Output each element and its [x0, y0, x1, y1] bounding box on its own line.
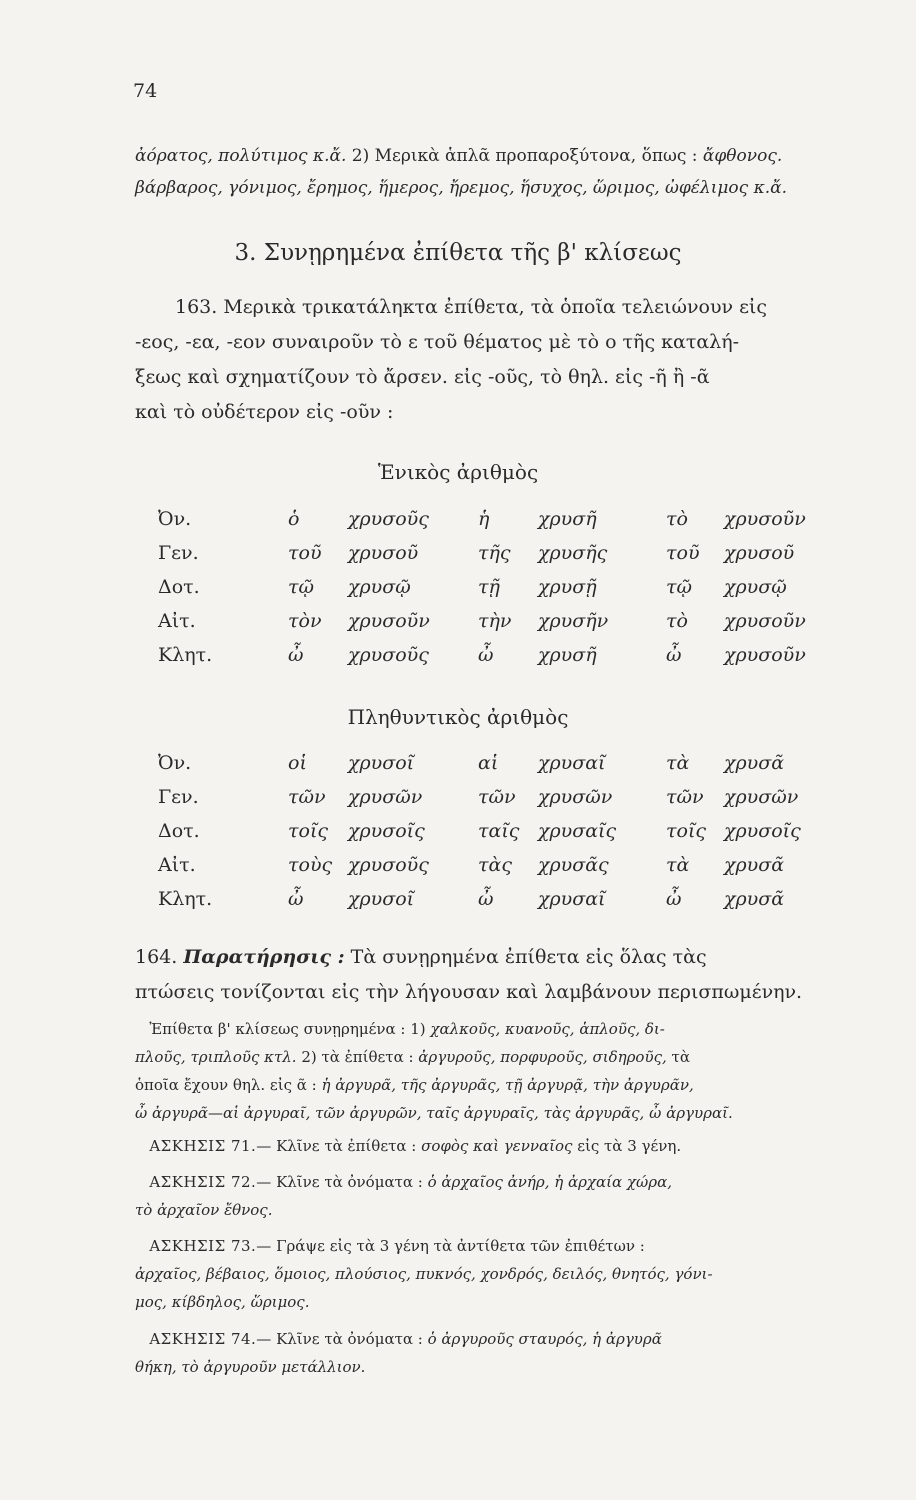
paragraph-163: [135, 290, 875, 430]
contracted-adjectives-note: Ἐπίθετα β' κλίσεως συνῃρημένα : 1) χαλκοῦς, κυανοῦς, ἁπλοῦς, δι- πλοῦς, τριπλοῦς κτλ. 2) τὰ ἐπίθετα : ἀργυροῦς, πορφυροῦς, σιδηροῦς, τὰ ὁποῖα ἔχουν θηλ. εἰς ᾶ : ἡ ἀργυρᾶ, τῆς ἀργυρᾶς, τῇ ἀργυρᾷ, τὴν ἀργυρᾶν, ὦ ἀργυρᾶ—αἱ ἀργυραῖ, τῶν ἀργυρῶν, ταῖς ἀργυραῖς, τὰς ἀργυρᾶς, ὦ ἀργυραῖ.: [135, 1020, 733, 1122]
page-number: 74: [133, 80, 158, 102]
table-row: Αἰτ. τοὺς χρυσοῦς τὰς χρυσᾶς τὰ χρυσᾶ: [158, 854, 785, 876]
paragraph-163-line: ξεως καὶ σχηματίζουν τὸ ἄρσεν. εἰς -οῦς, τὸ θηλ. εἰς -ῆ ἢ -ᾶ: [135, 366, 710, 388]
exercise-71: ΑΣΚΗΣΙΣ 71.— Κλῖνε τὰ ἐπίθετα : σοφὸς καὶ γενναῖος εἰς τὰ 3 γένη.: [149, 1137, 682, 1155]
exercise-74: ΑΣΚΗΣΙΣ 74.— Κλῖνε τὰ ὀνόματα : ὁ ἀργυροῦς σταυρός, ἡ ἀργυρᾶ θήκη, τὸ ἀργυροῦν μετάλλιον.: [135, 1330, 662, 1376]
table-row: Δοτ. τῷ χρυσῷ τῇ χρυσῇ τῷ χρυσῷ: [158, 576, 787, 598]
intro-line-2: βάρβαρος, γόνιμος, ἔρημος, ἥμερος, ἤρεμος, ἥσυχος, ὥριμος, ὠφέλιμος κ.ἄ.: [135, 178, 788, 198]
paragraph-164: 164. Παρατήρησις : Τὰ συνῃρημένα ἐπίθετα εἰς ὅλας τὰς πτώσεις τονίζονται εἰς τὴν λήγουσαν καὶ λαμβάνουν περισπωμένην.: [135, 946, 803, 1003]
paragraph-163-line: καὶ τὸ οὐδέτερον εἰς -οῦν :: [135, 401, 394, 423]
paragraph-163-line: -εος, -εα, -εον συναιροῦν τὸ ε τοῦ θέματος μὲ τὸ ο τῆς καταλή-: [135, 331, 740, 353]
singular-declension-table: [158, 508, 878, 678]
intro-paragraph: [135, 140, 875, 204]
plural-declension-table: [158, 752, 878, 922]
exercise-72: ΑΣΚΗΣΙΣ 72.— Κλῖνε τὰ ὀνόματα : ὁ ἀρχαῖος ἀνήρ, ἡ ἀρχαία χώρα, τὸ ἀρχαῖον ἔθνος.: [135, 1173, 672, 1219]
table-row: Κλητ. ὦ χρυσοῖ ὦ χρυσαῖ ὦ χρυσᾶ: [158, 888, 785, 910]
paragraph-164-number: 164.: [135, 946, 178, 968]
table-row: Γεν. τῶν χρυσῶν τῶν χρυσῶν τῶν χρυσῶν: [158, 786, 799, 808]
table-row: Ὀν. ὁ χρυσοῦς ἡ χρυσῆ τὸ χρυσοῦν: [158, 508, 806, 530]
plural-table-title: Πληθυντικὸς ἀριθμὸς: [347, 705, 569, 729]
table-row: Αἰτ. τὸν χρυσοῦν τὴν χρυσῆν τὸ χρυσοῦν: [158, 610, 806, 632]
table-row: Γεν. τοῦ χρυσοῦ τῆς χρυσῆς τοῦ χρυσοῦ: [158, 542, 795, 564]
observation-lead: Παρατήρησις :: [183, 946, 345, 968]
paragraph-163-line: 163. Μερικὰ τρικατάληκτα ἐπίθετα, τὰ ὁποῖα τελειώνουν εἰς: [175, 296, 768, 318]
exercise-73: ΑΣΚΗΣΙΣ 73.— Γράψε εἰς τὰ 3 γένη τὰ ἀντίθετα τῶν ἐπιθέτων : ἀρχαῖος, βέβαιος, ὅμοιος, πλούσιος, πυκνός, χονδρός, δειλός, θνητός, γόνι- μος, κίβδηλος, ὥριμος.: [135, 1237, 713, 1311]
singular-table-title: Ἑνικὸς ἀριθμὸς: [377, 460, 539, 484]
table-row: Κλητ. ὦ χρυσοῦς ὦ χρυσῆ ὦ χρυσοῦν: [158, 644, 806, 666]
intro-line-1: ἀόρατος, πολύτιμος κ.ἄ. 2) Μερικὰ ἁπλᾶ προπαροξύτονα, ὅπως : ἄφθονος.: [135, 146, 783, 166]
section-heading: 3. Συνῃρημένα ἐπίθετα τῆς β' κλίσεως: [234, 240, 682, 266]
table-row: Δοτ. τοῖς χρυσοῖς ταῖς χρυσαῖς τοῖς χρυσοῖς: [158, 820, 801, 842]
table-row: Ὀν. οἱ χρυσοῖ αἱ χρυσαῖ τὰ χρυσᾶ: [158, 752, 785, 774]
